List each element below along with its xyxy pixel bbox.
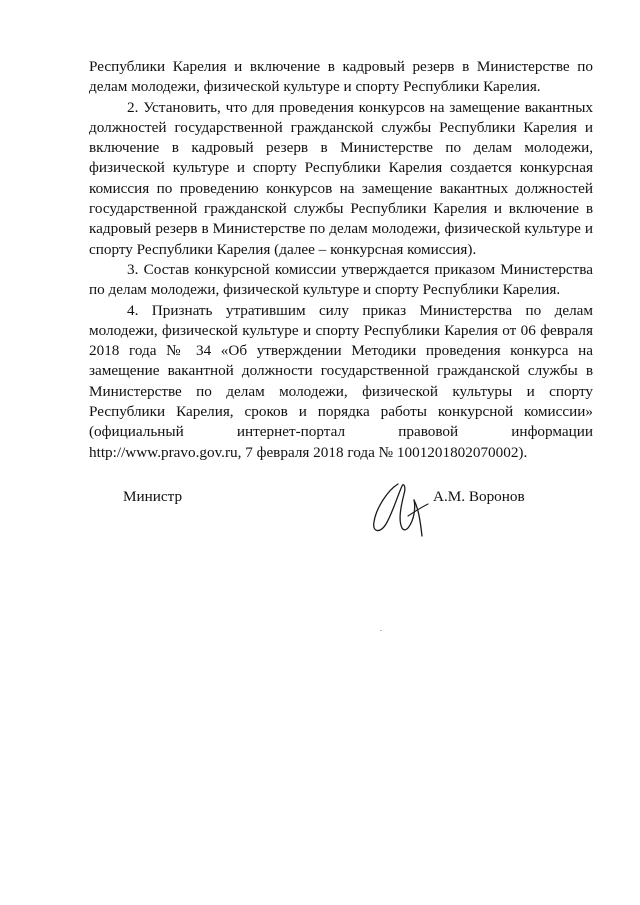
paragraph-item-4-source: http://www.pravo.gov.ru, 7 февраля 2018 года № 1001201802070002). <box>89 443 528 461</box>
handwritten-signature-icon <box>368 478 434 540</box>
signatory-name: А.М. Воронов <box>433 488 525 505</box>
paragraph-item-4: 4. Признать утратившим силу приказ Министерства по делам молодежи, физической культуре и спорту Республики Карелия от 06 февраля 2018 года № 34 «Об утверждении Методики проведения конкурса на замещение вакантной должности государственной гражданской службы в Министерстве по делам молодежи, физической культуры и спорту Республики Карелия, сроков и порядка работы конкурсной комиссии» (официальный интернет-портал правовой информации <box>89 301 593 441</box>
signature-block <box>0 488 640 548</box>
paragraph-item-3: 3. Состав конкурсной комиссии утверждается приказом Министерства по делам молодежи, физической культуре и спорту Республики Карелия. <box>89 260 593 299</box>
paragraph-continuation: Республики Карелия и включение в кадровый резерв в Министерстве по делам молодежи, физической культуре и спорту Республики Карелия. <box>89 58 593 96</box>
scan-speck <box>380 630 382 631</box>
document-body <box>89 57 593 463</box>
signatory-title: Министр <box>123 488 183 505</box>
paragraph-item-2: 2. Установить, что для проведения конкурсов на замещение вакантных должностей государственной гражданской службы Республики Карелия и включение в кадровый резерв в Министерстве по делам молодежи, физической культуре и спорту Республики Карелия создается конкурсная комиссия по проведению конкурсов на замещение вакантных должностей государственной гражданской службы Республики Карелия и включение в кадровый резерв в Министерстве по делам молодежи, физической культуре и спорту Республики Карелия (далее – конкурсная комиссия). <box>89 98 593 258</box>
